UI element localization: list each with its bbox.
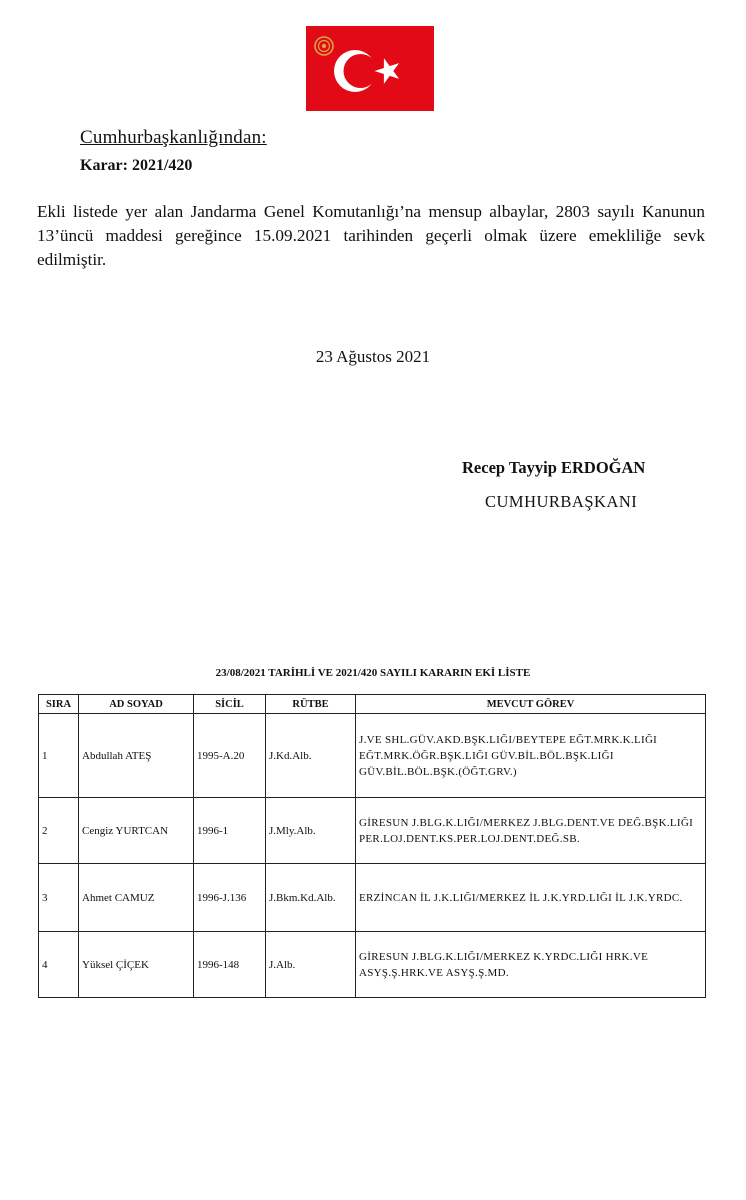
cell-sira: 4	[39, 932, 79, 998]
table-header-row	[39, 695, 706, 714]
cell-sira: 2	[39, 798, 79, 864]
cell-mevcut-gorev: ERZİNCAN İL J.K.LIĞI/MERKEZ İL J.K.YRD.LIĞI İL J.K.YRDC.	[356, 864, 706, 932]
cell-sira: 3	[39, 864, 79, 932]
cell-sicil: 1996-1	[194, 798, 266, 864]
column-header-ad-soyad: AD SOYAD	[79, 695, 194, 714]
cell-sira: 1	[39, 714, 79, 798]
cell-rutbe: J.Bkm.Kd.Alb.	[266, 864, 356, 932]
issuing-authority: Cumhurbaşkanlığından:	[80, 127, 267, 148]
cell-mevcut-gorev: GİRESUN J.BLG.K.LIĞI/MERKEZ J.BLG.DENT.VE DEĞ.BŞK.LIĞI PER.LOJ.DENT.KS.PER.LOJ.DENT.DEĞ.SB.	[356, 798, 706, 864]
cell-mevcut-gorev: GİRESUN J.BLG.K.LIĞI/MERKEZ K.YRDC.LIĞI HRK.VE ASYŞ.Ş.HRK.VE ASYŞ.Ş.MD.	[356, 932, 706, 998]
table-row	[39, 798, 706, 864]
table-row	[39, 714, 706, 798]
cell-sicil: 1995-A.20	[194, 714, 266, 798]
annex-list-table	[38, 694, 706, 998]
cell-rutbe: J.Alb.	[266, 932, 356, 998]
cell-ad-soyad: Cengiz YURTCAN	[79, 798, 194, 864]
cell-rutbe: J.Kd.Alb.	[266, 714, 356, 798]
turkish-flag-icon	[306, 26, 434, 111]
column-header-sicil: SİCİL	[194, 695, 266, 714]
cell-mevcut-gorev: J.VE SHL.GÜV.AKD.BŞK.LIĞI/BEYTEPE EĞT.MRK.K.LIĞI EĞT.MRK.ÖĞR.BŞK.LIĞI GÜV.BİL.BÖL.BŞK.LIĞI GÜV.BİL.BÖL.BŞK.(ÖĞT.GRV.)	[356, 714, 706, 798]
column-header-rutbe: RÜTBE	[266, 695, 356, 714]
cell-ad-soyad: Abdullah ATEŞ	[79, 714, 194, 798]
table-row	[39, 932, 706, 998]
table-row	[39, 864, 706, 932]
cell-ad-soyad: Yüksel ÇİÇEK	[79, 932, 194, 998]
cell-ad-soyad: Ahmet CAMUZ	[79, 864, 194, 932]
cell-rutbe: J.Mly.Alb.	[266, 798, 356, 864]
column-header-mevcut-gorev: MEVCUT GÖREV	[356, 695, 706, 714]
annex-list-title: 23/08/2021 TARİHLİ VE 2021/420 SAYILI KARARIN EKİ LİSTE	[215, 667, 531, 679]
signatory-title: CUMHURBAŞKANI	[485, 492, 638, 511]
decision-date: 23 Ağustos 2021	[315, 347, 431, 366]
decision-body-text: Ekli listede yer alan Jandarma Genel Komutanlığı’na mensup albaylar, 2803 sayılı Kanunun 13’üncü maddesi gereğince 15.09.2021 tarihinden geçerli olmak üzere emekliliğe sevk edilmiştir.	[37, 202, 705, 269]
column-header-sira: SIRA	[39, 695, 79, 714]
cell-sicil: 1996-J.136	[194, 864, 266, 932]
cell-sicil: 1996-148	[194, 932, 266, 998]
signatory-name: Recep Tayyip ERDOĞAN	[462, 458, 646, 477]
decision-number: Karar: 2021/420	[80, 157, 193, 174]
